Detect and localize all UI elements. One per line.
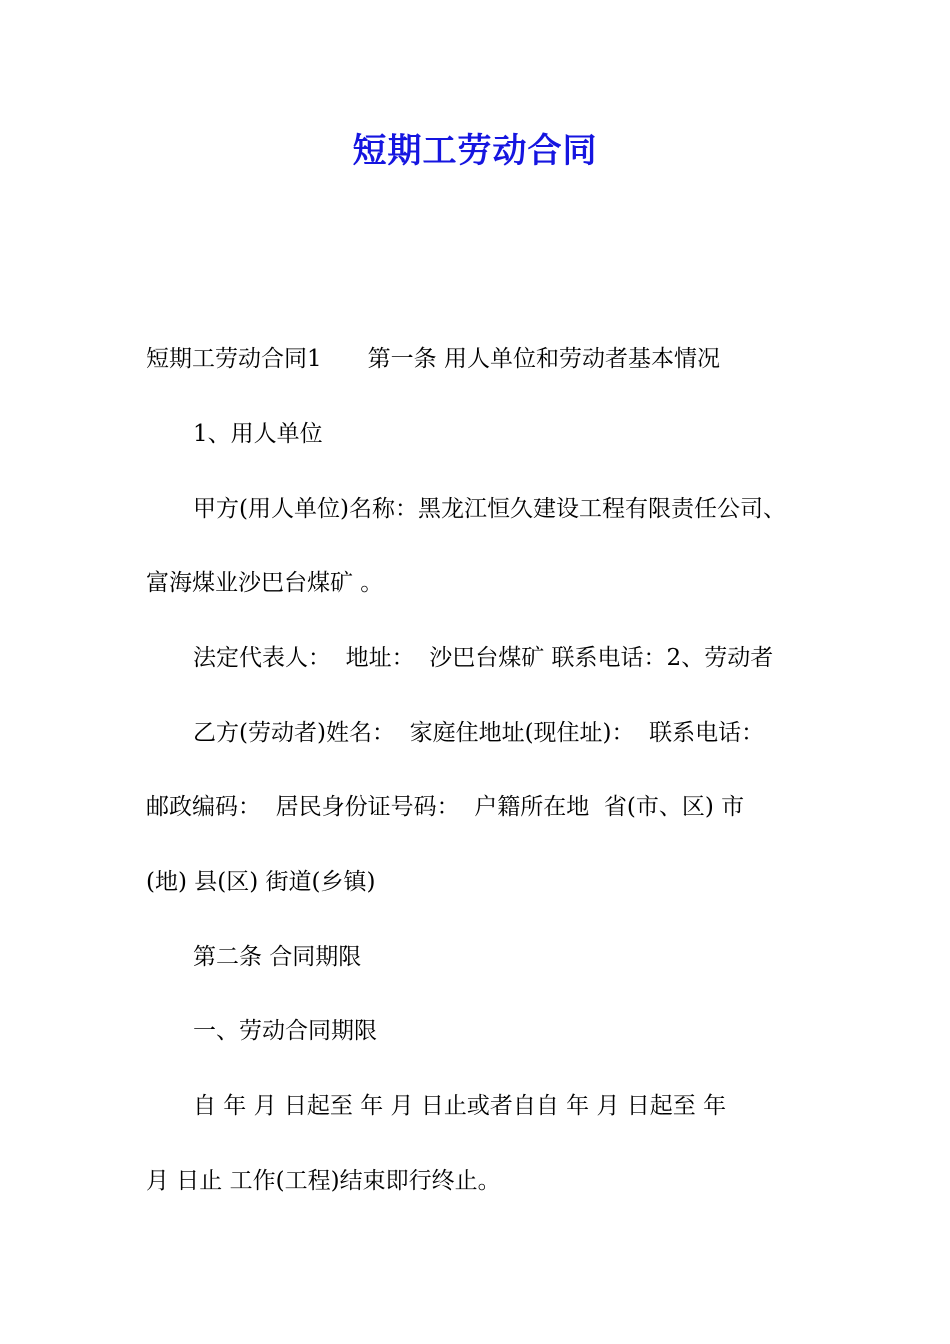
line-term-dates: 自 年 月 日起至 年 月 日止或者自自 年 月 日起至 年 [193, 1093, 727, 1119]
line-heading-article-2: 第二条 合同期限 [193, 944, 362, 970]
line-employer-name-cont: 富海煤业沙巴台煤矿 。 [146, 570, 384, 596]
line-postal-id: 邮政编码： 居民身份证号码： 户籍所在地 省(市、区) 市 [146, 794, 745, 820]
line-term-dates-cont: 月 日止 工作(工程)结束即行终止。 [146, 1168, 501, 1194]
line-legal-rep: 法定代表人： 地址： 沙巴台煤矿 联系电话：2、劳动者 [193, 645, 774, 671]
line-contract-term: 一、劳动合同期限 [193, 1018, 377, 1044]
line-heading-article-1: 短期工劳动合同1 第一条 用人单位和劳动者基本情况 [146, 346, 720, 372]
document-title: 短期工劳动合同 [352, 131, 598, 171]
line-employer-section: 1、用人单位 [193, 421, 323, 447]
line-address-cont: (地) 县(区) 街道(乡镇) [146, 869, 376, 895]
line-employee-info: 乙方(劳动者)姓名： 家庭住地址(现住址)： 联系电话： [193, 720, 765, 746]
line-employer-name: 甲方(用人单位)名称：黑龙江恒久建设工程有限责任公司、 [193, 496, 786, 522]
